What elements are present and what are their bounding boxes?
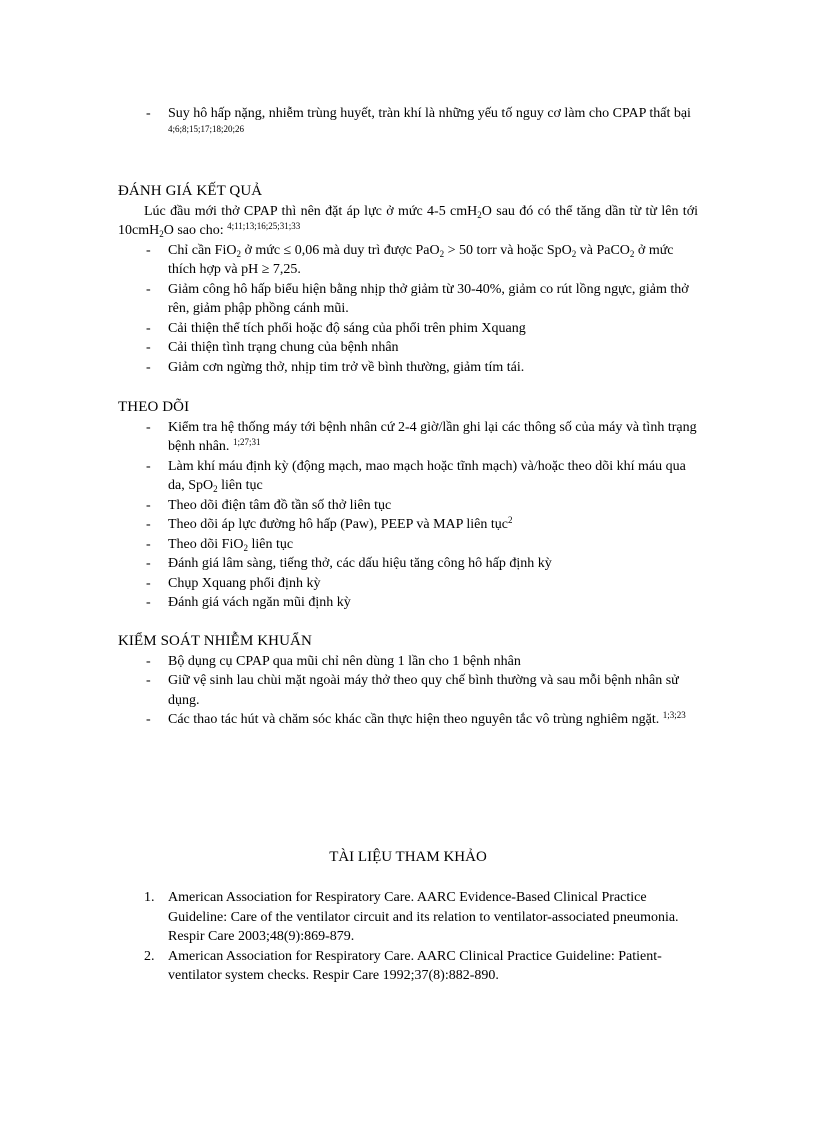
list-item: - Chỉ cần FiO$_2$ ở mức ≤ 0,06 mà duy trì được PaO$_2$ > 50 torr và hoặc SpO$_2$ và PaCO$_2$ ở mức thích hợp và pH ≥ 7,25.: [118, 241, 698, 280]
list-item: - Giảm cơn ngừng thở, nhịp tim trở về bình thường, giảm tím tái.: [118, 358, 698, 378]
monitoring-section: [118, 398, 698, 613]
reference-number: 1.: [144, 890, 155, 905]
reference-text: American Association for Respiratory Care. AARC Clinical Practice Guideline: Patient-ventilator system checks. Respir Care 1992;37(8):882-890.: [168, 948, 662, 983]
top-bullet-list: [118, 104, 698, 143]
list-item: - Kiểm tra hệ thống máy tới bệnh nhân cứ 2-4 giờ/lần ghi lại các thông số của máy và tình trạng bệnh nhân. $^{1;27;31}$: [118, 418, 698, 457]
list-item: - Làm khí máu định kỳ (động mạch, mao mạch hoặc tĩnh mạch) và/hoặc theo dõi khí máu qua da, SpO$_2$ liên tục: [118, 457, 698, 496]
list-item: - Đánh giá lâm sàng, tiếng thở, các dấu hiệu tăng công hô hấp định kỳ: [118, 554, 698, 574]
references-list: [118, 888, 698, 986]
section-heading-monitoring: THEO DÕI: [118, 399, 190, 415]
references-section: [118, 888, 698, 986]
list-item: - Chụp Xquang phổi định kỳ: [118, 574, 698, 594]
reference-item: [118, 888, 698, 947]
references-title: TÀI LIỆU THAM KHẢO: [329, 849, 487, 865]
top-bullet-block: [118, 104, 698, 143]
evaluation-list: [118, 241, 698, 378]
list-item: - Cải thiện thể tích phổi hoặc độ sáng của phổi trên phim Xquang: [118, 319, 698, 339]
list-item: - Các thao tác hút và chăm sóc khác cần thực hiện theo nguyên tắc vô trùng nghiêm ngặt. $^{1;3;23}$: [118, 710, 698, 730]
list-item: - Theo dõi áp lực đường hô hấp (Paw), PEEP và MAP liên tục$^2$: [118, 515, 698, 535]
list-item: - Cải thiện tình trạng chung của bệnh nhân: [118, 338, 698, 358]
list-item: - Giảm công hô hấp biểu hiện bằng nhịp thở giảm từ 30-40%, giảm co rút lồng ngực, giảm thở rên, giảm phập phồng cánh mũi.: [118, 280, 698, 319]
section-heading-infection-control: KIỂM SOÁT NHIỄM KHUẨN: [118, 633, 312, 649]
list-item: - Theo dõi FiO$_2$ liên tục: [118, 535, 698, 555]
list-item: - Bộ dụng cụ CPAP qua mũi chỉ nên dùng 1 lần cho 1 bệnh nhân: [118, 652, 698, 672]
list-item: - Suy hô hấp nặng, nhiễm trùng huyết, tràn khí là những yếu tố nguy cơ làm cho CPAP thất bại $^{4;6;8;15;17;18;20;26}$: [118, 104, 698, 143]
evaluation-section: [118, 182, 698, 377]
list-item: - Giữ vệ sinh lau chùi mặt ngoài máy thở theo quy chế bình thường và sau mỗi bệnh nhân sử dụng.: [118, 671, 698, 710]
infection-control-section: [118, 632, 698, 730]
evaluation-intro: Lúc đầu mới thở CPAP thì nên đặt áp lực ở mức 4-5 cmH$_2$O sau đó có thể tăng dần từ từ lên tới 10cmH$_2$O sao cho: $^{4;11;13;16;25;31;33}$: [118, 203, 698, 239]
reference-item: [118, 947, 698, 986]
reference-number: 2.: [144, 948, 155, 964]
monitoring-list: [118, 418, 698, 613]
section-heading-evaluation: ĐÁNH GIÁ KẾT QUẢ: [118, 183, 263, 199]
infection-control-list: [118, 652, 698, 730]
list-item: - Đánh giá vách ngăn mũi định kỳ: [118, 593, 698, 613]
list-item: - Theo dõi điện tâm đồ tần số thở liên tục: [118, 496, 698, 516]
reference-text: American Association for Respiratory Care. AARC Evidence-Based Clinical Practice Guideline: Care of the ventilator circuit and its relation to ventilator-associated pneumonia. Respir Care 2003;48(9):869-879.: [168, 890, 679, 944]
